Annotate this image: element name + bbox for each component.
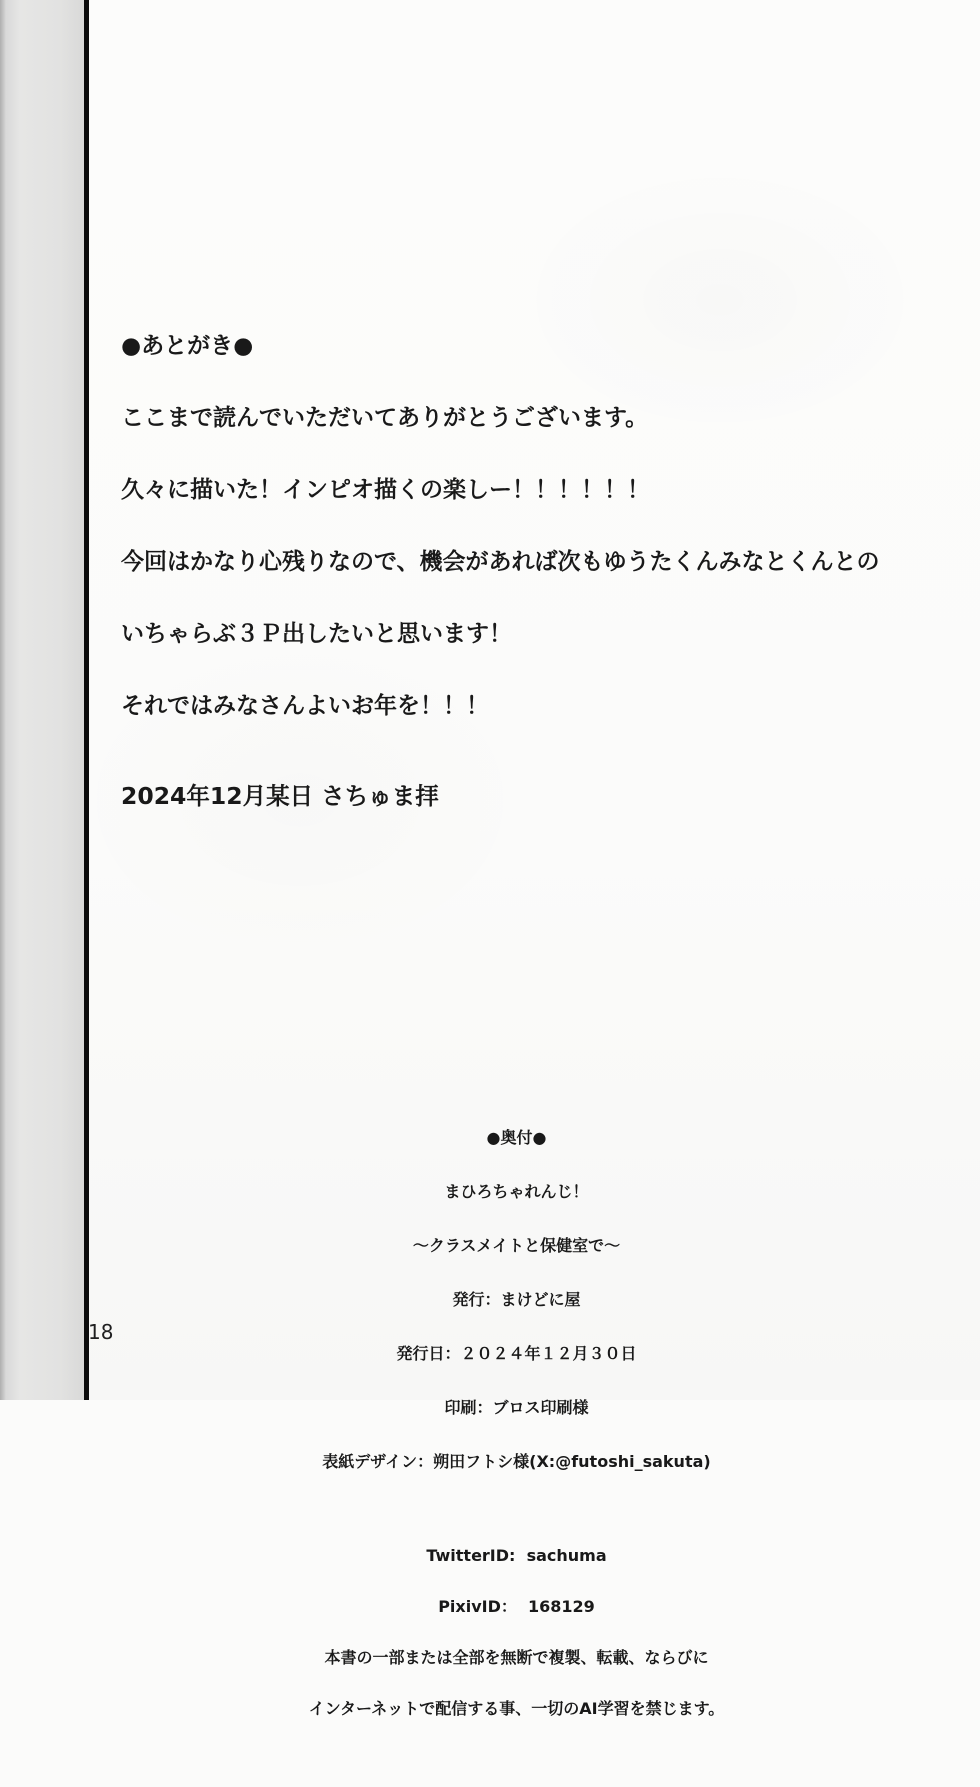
scan-gutter <box>0 0 84 1400</box>
ids-and-rights <box>89 1513 944 1751</box>
rights-notice-line: インターネットで配信する事、一切のAI学習を禁じます。 <box>308 1699 725 1718</box>
colophon-heading: ●奥付● <box>486 1128 547 1147</box>
book-title: まひろちゃれんじ！ <box>444 1182 589 1201</box>
afterword-line: いちゃらぶ３Ｐ出したいと思います！ <box>121 621 512 647</box>
afterword-line: 久々に描いた！インピオ描くの楽しー！！！！！！ <box>121 477 650 503</box>
afterword-line: 今回はかなり心残りなので、機会があれば次もゆうたくんみなとくんとの <box>121 549 880 575</box>
afterword-heading: ●あとがき● <box>121 333 254 359</box>
page-number: 18 <box>88 1320 114 1344</box>
afterword-line: ここまで読んでいただいてありがとうございます。 <box>121 405 649 431</box>
afterword-section <box>121 286 941 856</box>
cover-design-line: 表紙デザイン：朔田フトシ様(X:@futoshi_sakuta) <box>322 1452 711 1471</box>
colophon-section <box>89 1093 944 1787</box>
rights-notice-line: 本書の一部または全部を無断で複製、転載、ならびに <box>324 1648 709 1667</box>
afterword-date-signature: 2024年12月某日 さちゅま拝 <box>121 782 439 810</box>
printer-line: 印刷：ブロス印刷様 <box>444 1398 589 1417</box>
publish-date-line: 発行日：２０２４年１２月３０日 <box>396 1344 637 1363</box>
book-subtitle: ～クラスメイトと保健室で～ <box>412 1236 621 1255</box>
pixiv-id-line: PixivID： 168129 <box>438 1597 595 1616</box>
publisher-line: 発行：まけどに屋 <box>452 1290 581 1309</box>
twitter-id-line: TwitterID: sachuma <box>426 1546 607 1565</box>
afterword-line: それではみなさんよいお年を！！！ <box>121 693 489 719</box>
